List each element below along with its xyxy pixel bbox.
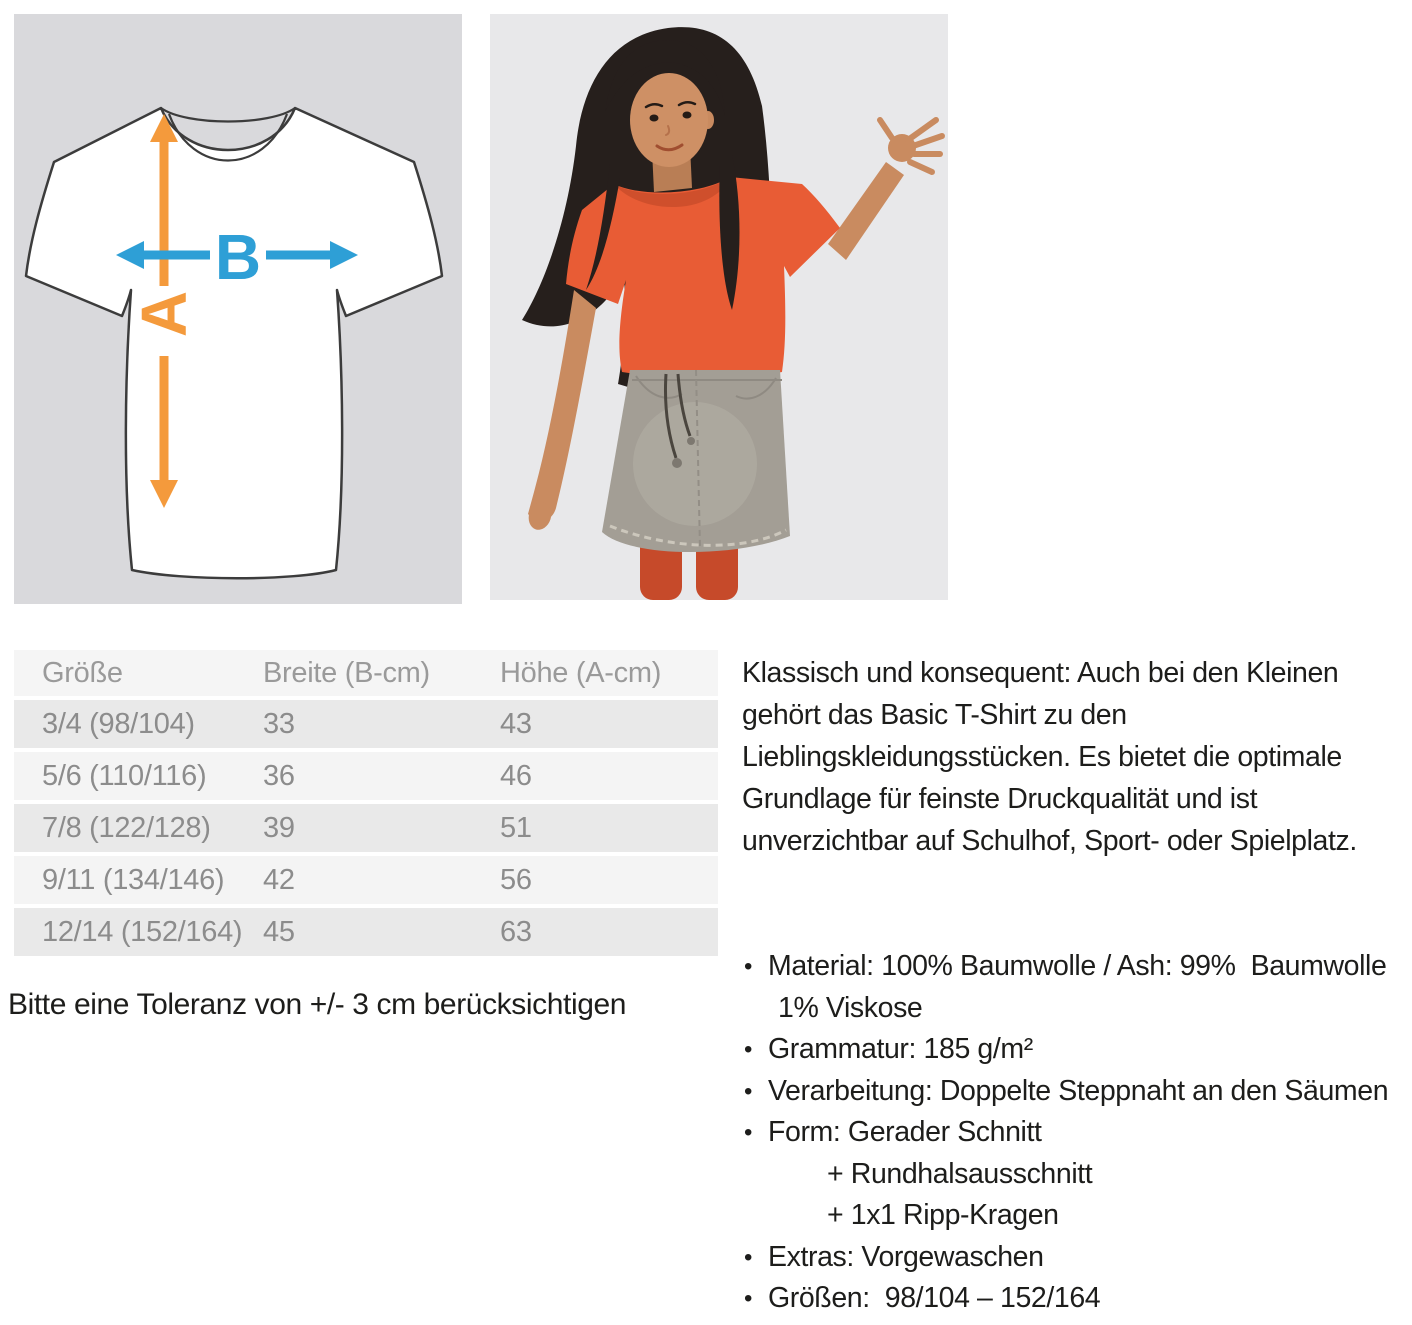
size-table-cell: 51: [500, 811, 532, 844]
size-table: [14, 650, 718, 956]
height-label: A: [128, 290, 200, 338]
feature-item-text: Größen: 98/104 – 152/164: [768, 1282, 1101, 1314]
column-header-height: Höhe (A-cm): [500, 656, 662, 689]
paragraph-line: unverzichtbar auf Schulhof, Sport- oder Spielplatz.: [742, 825, 1357, 857]
paragraph-line: gehört das Basic T-Shirt zu den: [742, 699, 1127, 731]
product-photo: [490, 14, 948, 600]
paragraph-line: Lieblingskleidungsstücken. Es bietet die optimale: [742, 741, 1342, 773]
tolerance-note: Bitte eine Toleranz von +/- 3 cm berücksichtigen: [8, 988, 627, 1021]
size-table-row: [14, 804, 718, 852]
size-table-cell: 12/14 (152/164): [42, 915, 243, 948]
size-table-cell: 9/11 (134/146): [42, 863, 225, 896]
product-description: [742, 652, 1404, 1320]
size-table-cell: 36: [263, 759, 295, 792]
size-table-cell: 3/4 (98/104): [42, 707, 195, 740]
feature-item: [742, 1071, 1404, 1113]
feature-item: [742, 1278, 1404, 1320]
size-table-cell: 33: [263, 707, 295, 740]
bullet-icon: •: [744, 1077, 753, 1105]
size-table-cell: 42: [263, 863, 295, 896]
size-table-header: [14, 650, 718, 696]
feature-item: [742, 1112, 1404, 1237]
tshirt-outline: [26, 108, 442, 578]
size-diagram-panel: [14, 14, 462, 604]
bullet-icon: •: [744, 1119, 753, 1146]
size-table-cell: 43: [500, 707, 532, 740]
size-table-row: [14, 908, 718, 956]
feature-item-continuation: 1% Viskose: [778, 991, 923, 1024]
feature-item: [742, 1029, 1404, 1071]
bullet-icon: •: [744, 1285, 753, 1312]
feature-item-text: Material: 100% Baumwolle / Ash: 99% Baumwolle: [768, 950, 1387, 982]
feature-item-text: Extras: Vorgewaschen: [768, 1240, 1044, 1273]
size-table-row: [14, 700, 718, 748]
bullet-icon: •: [744, 1243, 753, 1271]
model-photo-illustration: [490, 14, 948, 600]
size-table-cell: 5/6 (110/116): [42, 759, 207, 792]
column-header-width: Breite (B-cm): [263, 656, 430, 689]
feature-item-text: Verarbeitung: Doppelte Steppnaht an den Säumen: [768, 1074, 1389, 1107]
collar-back-line: [161, 108, 295, 122]
bullet-icon: •: [744, 953, 753, 980]
bullet-icon: •: [744, 1036, 753, 1063]
paragraph-line: Klassisch und konsequent: Auch bei den Kleinen: [742, 657, 1339, 689]
feature-list: [742, 946, 1404, 1320]
size-table-cell: 39: [263, 811, 295, 844]
feature-item: [742, 1237, 1404, 1279]
feature-item-text: Grammatur: 185 g/m²: [768, 1033, 1033, 1065]
feature-subitem: + 1x1 Ripp-Kragen: [827, 1199, 1059, 1231]
size-table-row: [14, 856, 718, 904]
column-header-size: Größe: [42, 656, 123, 689]
feature-item: [742, 946, 1404, 1029]
size-table-cell: 56: [500, 863, 532, 896]
girl-skirt: [602, 370, 790, 552]
girl-face: [630, 73, 708, 167]
size-table-body: [14, 700, 718, 956]
tshirt-measurement-diagram: [14, 14, 462, 604]
size-table-cell: 45: [263, 915, 295, 948]
description-paragraph: [742, 652, 1404, 862]
size-table-cell: 63: [500, 915, 532, 948]
width-label: B: [214, 221, 262, 293]
paragraph-line: Grundlage für feinste Druckqualität und ist: [742, 783, 1258, 815]
size-table-row: [14, 752, 718, 800]
feature-item-text: Form: Gerader Schnitt: [768, 1116, 1042, 1148]
size-table-cell: 7/8 (122/128): [42, 811, 211, 844]
size-table-cell: 46: [500, 759, 532, 792]
feature-subitem: + Rundhalsausschnitt: [827, 1157, 1093, 1190]
